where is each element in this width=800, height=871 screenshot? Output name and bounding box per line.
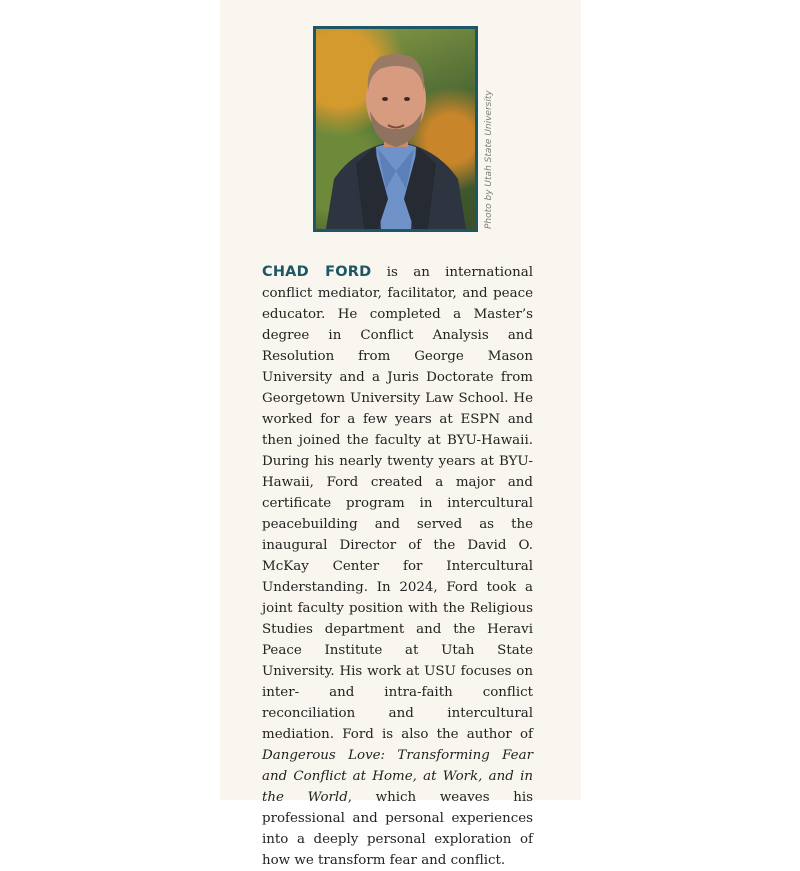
bio-text-end: , which weaves his professional and personal experiences into a deeply personal exploration of how we transform fear and conflict. [262, 790, 534, 868]
author-name: CHAD FORD [262, 264, 372, 280]
book-title: Dangerous Love: Transforming Fear and Conflict at Home, at Work, and in the World [262, 748, 533, 805]
author-bio [262, 262, 533, 871]
bio-panel [220, 0, 581, 868]
bio-text: is an international conflict mediator, facilitator, and peace educator. He completed a Master’s degree in Conflict Analysis and Resolution from George Mason University and a Juris Doctorate from Georgetown University Law School. He worked for a few years at ESPN and then joined the faculty at BYU-Hawaii. During his nearly twenty years at BYU-Hawaii, Ford created a major and certificate program in intercultural peacebuilding and served as the inaugural Director of the David O. McKay Center for Intercultural Understanding. In 2024, Ford took a joint faculty position with the Religious Studies department and the Heravi Peace Institute at Utah State University. His work at USU focuses on inter- and intra-faith conflict reconciliation and intercultural mediation. Ford is also the author of [262, 265, 533, 742]
photo-credit: Photo by Utah State University [484, 90, 494, 229]
author-photo [313, 26, 478, 232]
author-portrait [316, 29, 475, 229]
